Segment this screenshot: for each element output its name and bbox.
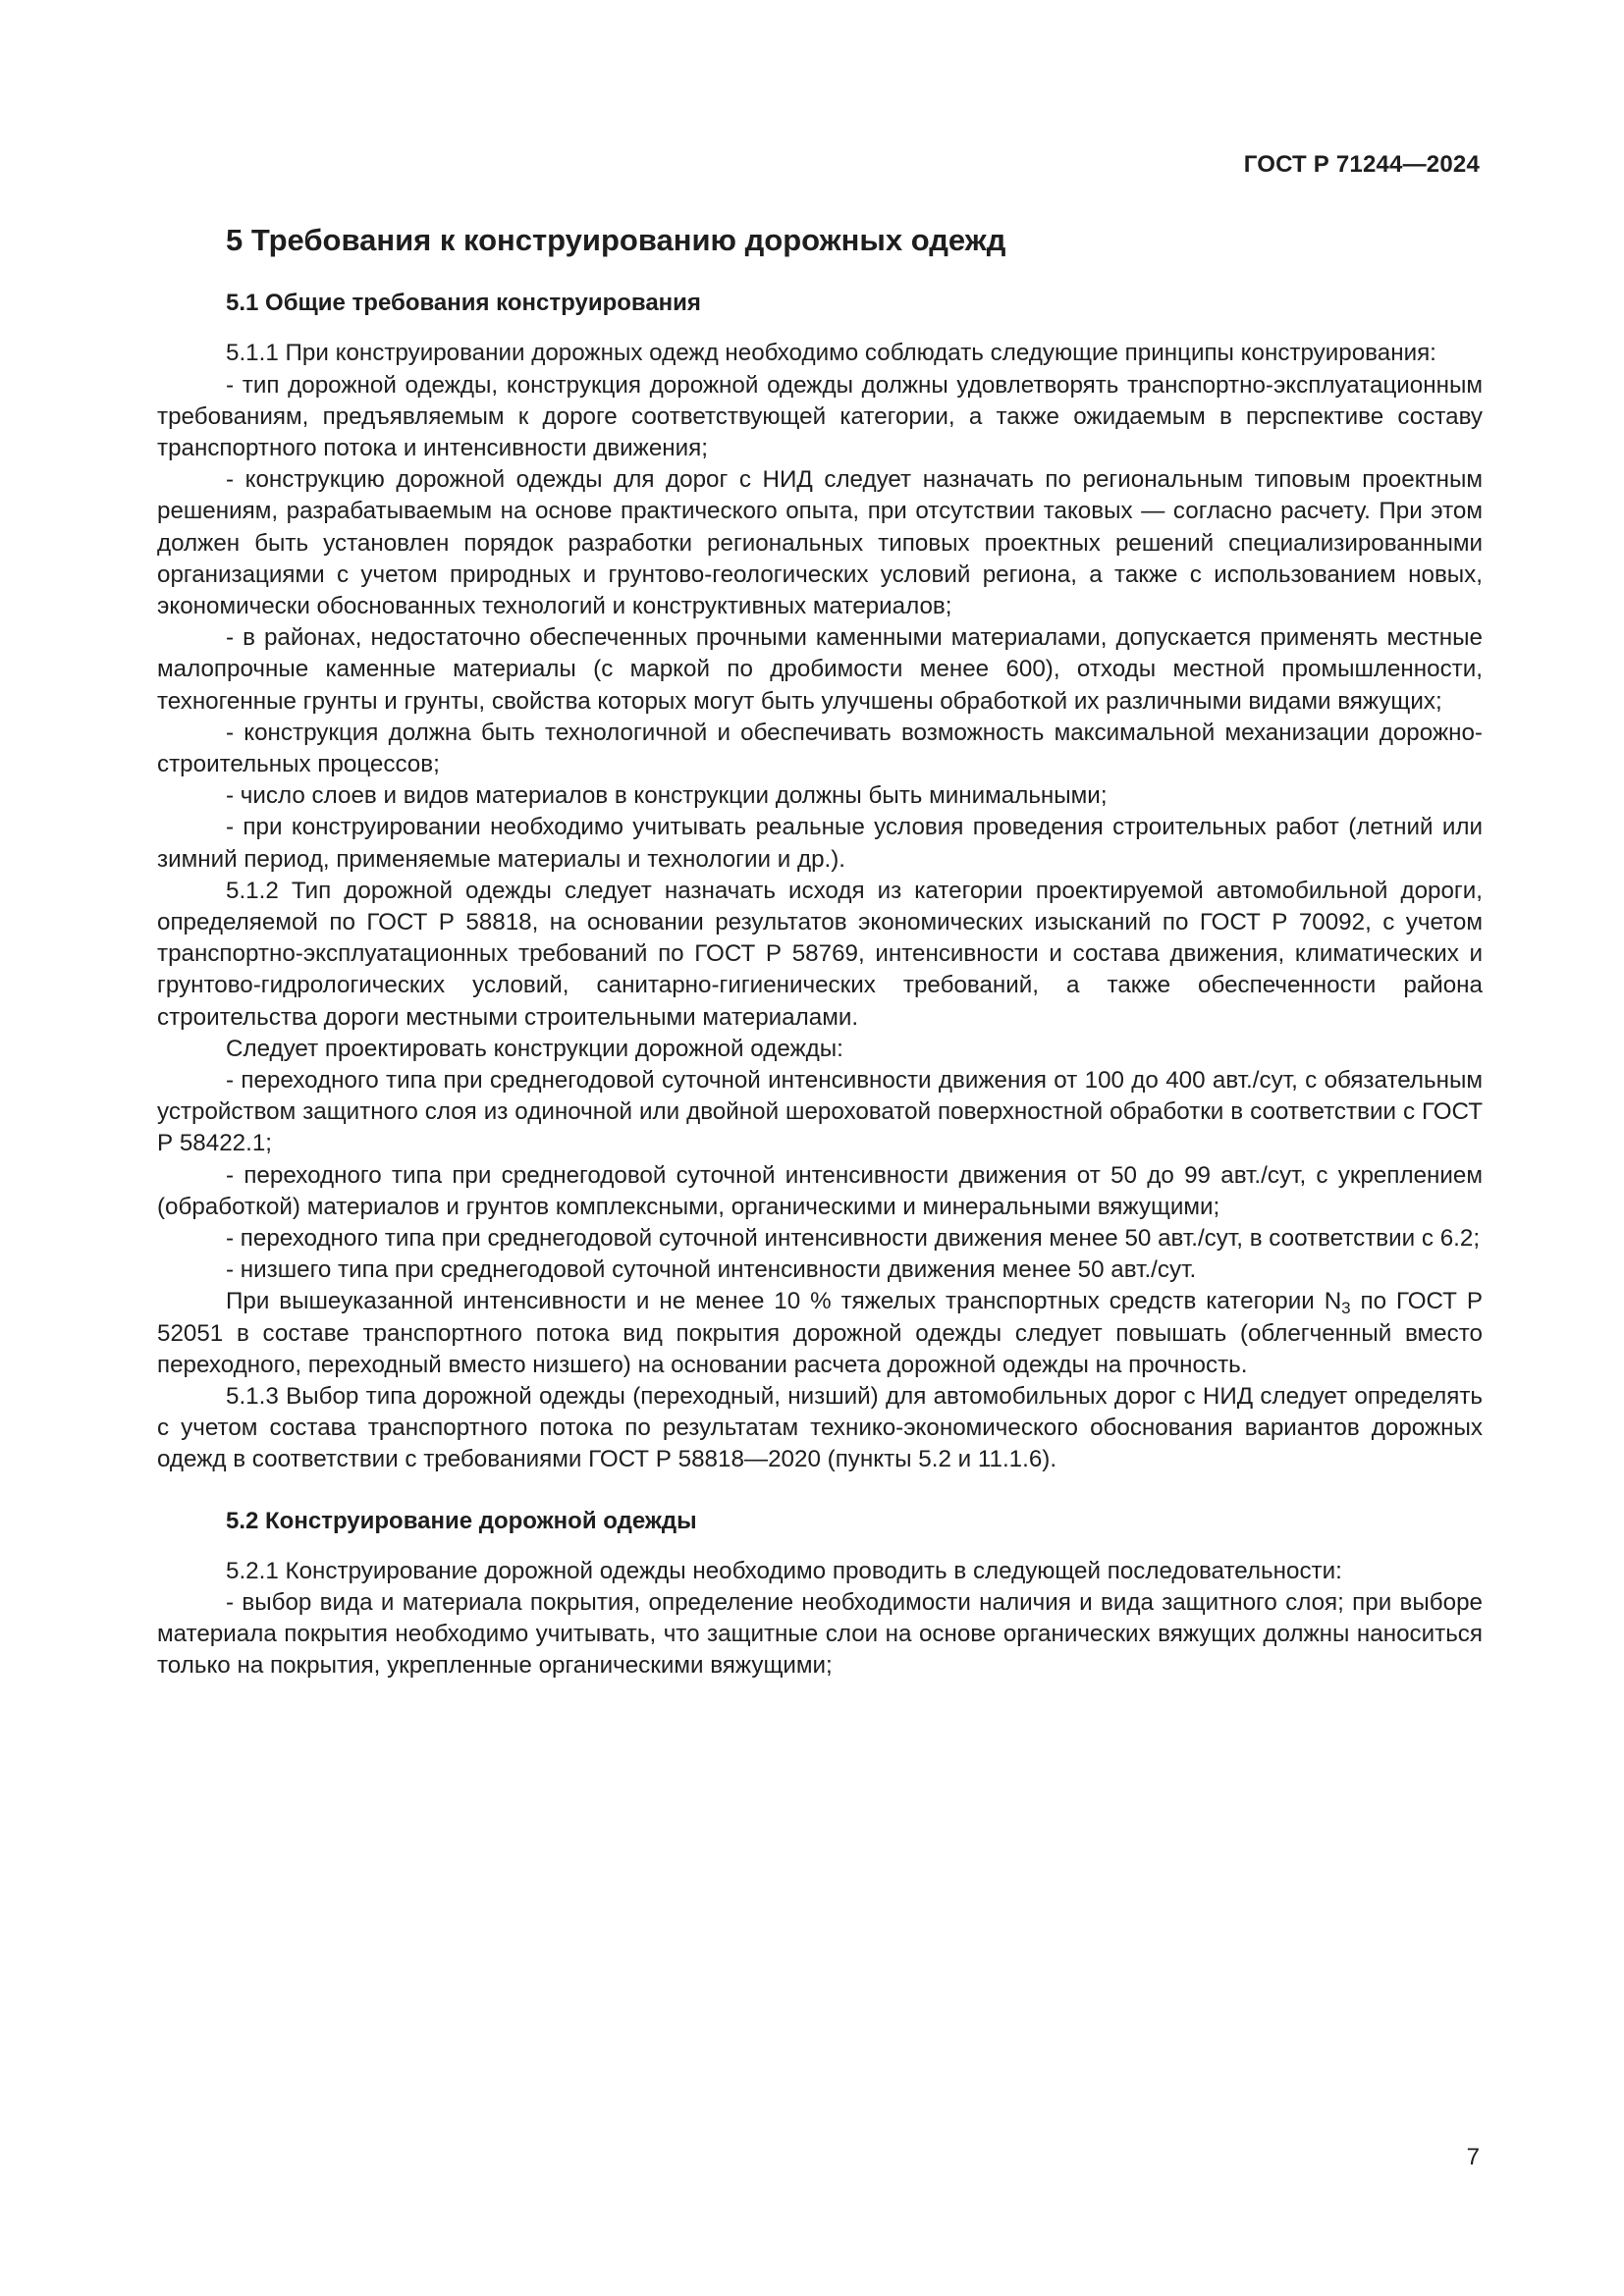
list-item: - выбор вида и материала покрытия, определение необходимости наличия и вида защитного слоя; при выборе материала покрытия необходимо учитывать, что защитные слои на основе органических вяжущих должны наноситься только на покрытия, укрепленные органическими вяжущими;: [157, 1589, 1483, 1680]
heavy-vehicles-text-continued: по ГОСТ Р 52051 в составе транспортного потока вид покрытия дорожной одежды следует повышать (облегченный вместо переходного, переходный вместо низшего) на основании расчета дорожной одежды на прочность.: [157, 1288, 1483, 1378]
paragraph: 5.1.1 При конструировании дорожных одежд необходимо соблюдать следующие принципы конструирования:: [226, 340, 1436, 367]
list-item: - тип дорожной одежды, конструкция дорожной одежды должны удовлетворять транспортно-эксплуатационным требованиям, предъявляемым к дороге соответствующей категории, а также ожидаемым в перспективе составу транспортного потока и интенсивности движения;: [157, 371, 1483, 461]
list-item: - низшего типа при среднегодовой суточной интенсивности движения менее 50 авт./сут.: [226, 1256, 1197, 1284]
list-item: - переходного типа при среднегодовой суточной интенсивности движения менее 50 авт./сут, в соответствии с 6.2;: [226, 1225, 1481, 1253]
list-item: - переходного типа при среднегодовой суточной интенсивности движения от 100 до 400 авт./сут, с обязательным устройством защитного слоя из одиночной или двойной шероховатой поверхностной обработки в соответствии с ГОСТ Р 58422.1;: [157, 1067, 1483, 1157]
category-subscript: 3: [1341, 1299, 1351, 1318]
list-item: - конструкция должна быть технологичной и обеспечивать возможность максимальной механизации дорожно-строительных процессов;: [157, 719, 1483, 778]
subsection-title-5-1: 5.1 Общие требования конструирования: [226, 290, 701, 317]
paragraph: 5.2.1 Конструирование дорожной одежды необходимо проводить в следующей последовательности:: [226, 1557, 1342, 1584]
list-item: - в районах, недостаточно обеспеченных прочными каменными материалами, допускается применять местные малопрочные каменные материалы (с маркой по дробимости менее 600), отходы местной промышленности, техногенные грунты и грунты, свойства которых могут быть улучшены обработкой их различными видами вяжущих;: [157, 624, 1483, 715]
list-item: - при конструировании необходимо учитывать реальные условия проведения строительных работ (летний или зимний период, применяемые материалы и технологии и др.).: [157, 814, 1483, 873]
heavy-vehicles-paragraph: [157, 1286, 1483, 1381]
heavy-vehicles-text: При вышеуказанной интенсивности и не менее 10 % тяжелых транспортных средств категории N: [226, 1288, 1342, 1315]
page-content: [157, 222, 1483, 1682]
subsection-title-5-2: 5.2 Конструирование дорожной одежды: [226, 1507, 697, 1534]
list-item: - конструкцию дорожной одежды для дорог с НИД следует назначать по региональным типовым проектным решениям, разрабатываемым на основе практического опыта, при отсутствии таковых — согласно расчету. При этом должен быть установлен порядок разработки региональных типовых проектных решений специализированными организациями с учетом природных и грунтово-геологических условий региона, а также с использованием новых, экономически обоснованных технологий и конструктивных материалов;: [157, 466, 1483, 619]
list-item: - переходного типа при среднегодовой суточной интенсивности движения от 50 до 99 авт./сут, с укреплением (обработкой) материалов и грунтов комплексными, органическими и минеральными вяжущими;: [157, 1161, 1483, 1220]
paragraph: Следует проектировать конструкции дорожной одежды:: [226, 1035, 843, 1062]
paragraph: 5.1.2 Тип дорожной одежды следует назначать исходя из категории проектируемой автомобильной дороги, определяемой по ГОСТ Р 58818, на основании результатов экономических изысканий по ГОСТ Р 70092, с учетом транспортно-эксплуатационных требований по ГОСТ Р 58769, интенсивности и состава движения, климатических и грунтово-гидрологических условий, санитарно-гигиенических требований, а также обеспеченности района строительства дороги местными строительными материалами.: [157, 877, 1483, 1031]
list-item: - число слоев и видов материалов в конструкции должны быть минимальными;: [226, 782, 1108, 810]
page-number: 7: [1466, 2144, 1480, 2170]
standard-code: ГОСТ Р 71244—2024: [1243, 151, 1480, 178]
paragraph: 5.1.3 Выбор типа дорожной одежды (переходный, низший) для автомобильных дорог с НИД следует определять с учетом состава транспортного потока по результатам технико-экономического обоснования вариантов дорожных одежд в соответствии с требованиями ГОСТ Р 58818—2020 (пункты 5.2 и 11.1.6).: [157, 1383, 1483, 1473]
section-title: 5 Требования к конструированию дорожных одежд: [226, 223, 1006, 257]
